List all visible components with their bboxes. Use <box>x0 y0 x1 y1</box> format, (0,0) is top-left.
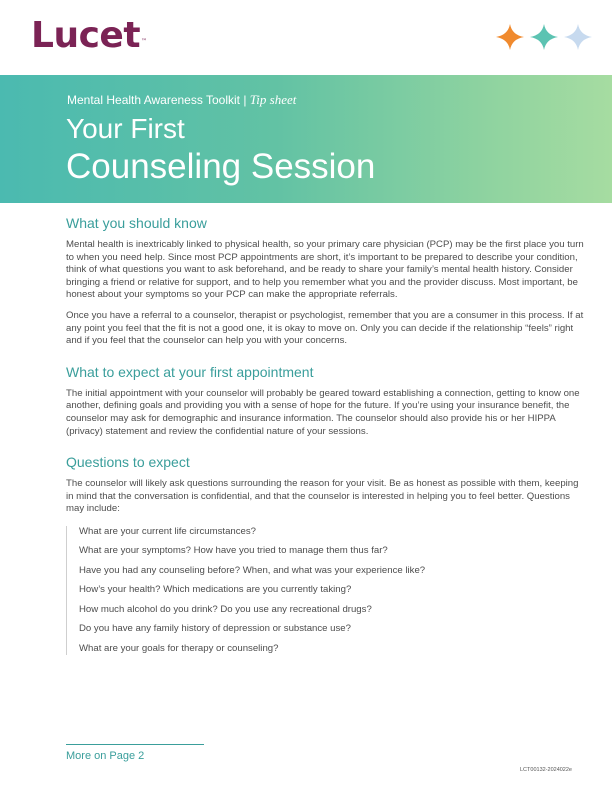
kicker-tip-sheet: Tip sheet <box>249 92 297 107</box>
heading-first-appointment: What to expect at your first appointment <box>66 363 314 380</box>
appointment-paragraph: The initial appointment with your counselor will probably be geared toward establishing a connection, getting to know one another, defining goals and providing you with a sense of hope for the future. If you’re using your insurance benefit, the counselor may ask for demographic and insurance information. The counselor should also provide his or her HIPPA (privacy) statement and review the confidential nature of your sessions. <box>66 387 580 437</box>
list-item: Have you had any counseling before? When, and what was your experience like? <box>79 564 426 576</box>
title-line-1: Your First <box>66 113 185 144</box>
logo-text: Lucet <box>31 15 141 56</box>
trademark-mark: ™ <box>141 38 147 45</box>
list-item: What are your goals for therapy or counseling? <box>79 642 279 654</box>
decorative-stars <box>494 22 594 52</box>
toolkit-kicker <box>67 92 296 108</box>
list-item: How much alcohol do you drink? Do you use any recreational drugs? <box>79 603 372 615</box>
list-item: What are your symptoms? How have you tried to manage them thus far? <box>79 545 388 557</box>
more-on-page-2-link[interactable]: More on Page 2 <box>66 750 145 762</box>
know-paragraph-2: Once you have a referral to a counselor, therapist or psychologist, remember that you are a consumer in this process. If at any point you feel that the fit is not a good one, it is okay to move on. Only you can decide if the relationship “feels” right and if you feel that the counselor can help you with your concerns. <box>66 309 584 347</box>
list-item: How’s your health? Which medications are you currently taking? <box>79 584 352 596</box>
list-item: What are your current life circumstances? <box>79 525 257 537</box>
lucet-logo <box>31 14 147 58</box>
header-band <box>0 75 612 203</box>
orange-star-icon <box>496 24 524 50</box>
know-paragraph-1: Mental health is inextricably linked to physical health, so your primary care physician (PCP) may be the first place you turn to when you need help. Since most PCP appointments are short, it’s important to be prepared to describe your condition, think of what questions you want to ask beforehand, and be ready to share your family’s mental health history. Consider bringing a friend or relative for support, and to help you remember what you and the provider discuss. Most important, be honest about your symptoms so your PCP can make the appropriate referrals. <box>66 239 584 301</box>
teal-star-icon <box>530 24 558 50</box>
kicker-main: Mental Health Awareness Toolkit | <box>67 93 250 107</box>
questions-intro: The counselor will likely ask questions surrounding the reason for your visit. Be as honest as possible with them, keeping in mind that the conversation is confidential, and that the counselor is interested in helping you to feel better. Questions may include: <box>66 478 579 515</box>
main-content <box>66 213 586 655</box>
light-blue-star-icon <box>564 24 592 50</box>
questions-list <box>66 526 586 655</box>
list-item: Do you have any family history of depression or substance use? <box>79 623 351 635</box>
heading-what-you-should-know: What you should know <box>66 215 207 231</box>
document-code: LCT00132-2024022e <box>520 767 572 773</box>
footer-divider <box>66 744 204 745</box>
heading-questions-to-expect: Questions to expect <box>66 454 190 471</box>
title-line-2: Counseling Session <box>66 147 376 186</box>
